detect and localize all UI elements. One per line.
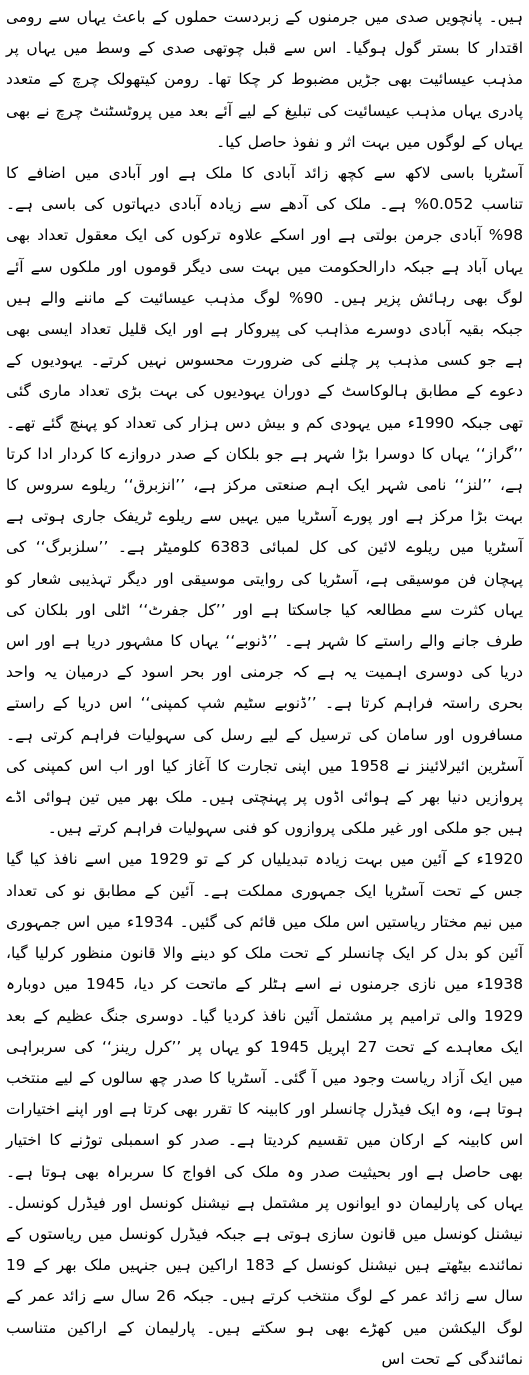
paragraph-constitution-government: 1920ء کے آئین میں بہت زیادہ تبدیلیاں کر کے تو 1929 میں اسے نافذ کیا گیا جس کے تحت آسٹریا ایک جمہوری مملکت ہے۔ آئین کے مطابق نو کی تعداد میں نیم مختار ریاستیں اس ملک میں قائم کی گئیں۔ 1934ء میں اس جمہوری آئین کو بدل کر ایک چانسلر کے تحت ملک کو دینے والا قانون منظور کرلیا گیا، 1938ء میں نازی جرمنوں نے اسے ہٹلر کے ماتحت کر دیا، 1945 میں دوبارہ 1929 والی ترامیم پر مشتمل آئین نافذ کردیا گیا۔ دوسری جنگ عظیم کے بعد ایک معاہدے کے تحت 27 اپریل 1945 کو یہاں پر ’’کرل رینز‘‘ کی سربراہی میں ایک آزاد ریاست وجود میں آ گئی۔ آسٹریا کا صدر چھ سالوں کے لیے منتخب ہوتا ہے، وہ ایک فیڈرل چانسلر اور کابینہ کا تقرر بھی کرتا ہے اور اپنے اختیارات اس کابینہ کے ارکان میں تقسیم کردیتا ہے۔ صدر کو اسمبلی توڑنے کا اختیار بھی حاصل ہے اور بحیثیت صدر وہ ملک کی افواج کا سربراہ بھی ہوتا ہے۔ یہاں کی پارلیمان دو ایوانوں پر مشتمل ہے نیشنل کونسل اور فیڈرل کونسل۔ نیشنل کونسل میں قانون سازی ہوتی ہے جبکہ فیڈرل کونسل میں ریاستوں کے نمائندے بیٹھتے ہیں نیشنل کونسل کے 183 اراکین ہیں جنہیں ملک بھر کے 19 سال سے زائد عمر کے لوگ منتخب کرتے ہیں۔ جبکہ 26 سال سے زائد عمر کے لوگ الیکشن میں کھڑے بھی ہو سکتے ہیں۔ پارلیمان کے اراکین متناسب نمائندگی کے تحت اس	[6, 850, 523, 1368]
paragraph-roman-history: ہیں۔ پانچویں صدی میں جرمنوں کے زبردست حملوں کے باعث یہاں سے رومی اقتدار کا بستر گول ہوگیا۔ اس سے قبل چوتھی صدی کے وسط میں یہاں پر مذہب عیسائیت بھی جڑیں مضبوط کر چکا تھا۔ رومن کیتھولک چرچ کے متعدد پادری یہاں مذہب عیسائیت کی تبلیغ کے لیے آئے بعد میں پروٹسٹنٹ چرچ نے بھی یہاں کے لوگوں میں بہت اثر و نفوذ حاصل کیا۔	[6, 8, 523, 151]
paragraph-population-cities: آسٹریا باسی لاکھ سے کچھ زائد آبادی کا ملک ہے اور آبادی میں اضافے کا تناسب 0.052% ہے۔ ملک کی آدھے سے زیادہ آبادی دیہاتوں کی باسی ہے۔ 98% آبادی جرمن بولتی ہے اور اسکے علاوہ ترکوں کی ایک معقول تعداد بھی یہاں آباد ہے جبکہ دارالحکومت میں بہت سی دیگر قوموں اور ملکوں سے آئے لوگ بھی رہائش پزیر ہیں۔ 90% لوگ مذہب عیسائیت کے ماننے والے ہیں جبکہ بقیہ آبادی دوسرے مذاہب کی پیروکار ہے اور ایک قلیل تعداد ایسی بھی ہے جو کسی مذہب پر چلنے کی ضرورت محسوس نہیں کرتے۔ یہودیوں کے دعوے کے مطابق ہالوکاسٹ کے دوران یہودیوں کی بہت بڑی تعداد ماری گئی تھی جبکہ 1990ء میں یہودی کم و بیش دس ہزار کی تعداد کو پہنچ گئے تھے۔ ’’گراز‘‘ یہاں کا دوسرا بڑا شہر ہے جو بلکان کے صدر دروازے کا کردار ادا کرتا ہے، ’’لنز‘‘ نامی شہر ایک اہم صنعتی مرکز ہے، ’’انزبرق‘‘ ریلوے سروس کا بہت بڑا مرکز ہے اور پورے آسٹریا میں یہیں سے ریلوے ٹریفک جاری ہوتی ہے آسٹریا میں ریلوے لائین کی کل لمبائی 6383 کلومیٹر ہے۔ ’’سلزبرگ‘‘ کی پہچان فن موسیقی ہے، آسٹریا کی روایتی موسیقی اور دیگر تہذیبی شعار کو یہاں کثرت سے مطالعہ کیا جاسکتا ہے اور ’’کل جفرٹ‘‘ اٹلی اور بلکان کی طرف جانے والے راستے کا شہر ہے۔ ’’ڈنوبے‘‘ یہاں کا مشہور دریا ہے اور اس دریا کی دوسری اہمیت یہ ہے کہ جرمنی اور بحر اسود کے درمیان یہ واحد بحری راستہ فراہم کرتا ہے۔ ’’ڈنوبے سٹیم شپ کمپنی‘‘ اس دریا کے راستے مسافروں اور سامان کی ترسیل کے لیے رسل کی سہولیات فراہم کرتی ہے۔ آسٹرین ائیرلائینز نے 1958 میں اپنی تجارت کا آغاز کیا اور اب اس کمپنی کی پروازیں دنیا بھر کے ہوائی اڈوں پر پہنچتی ہیں۔ ملک بھر میں تین ہوائی اڈے ہیں جو ملکی اور غیر ملکی پروازوں کو فنی سہولیات فراہم کرتے ہیں۔	[6, 164, 524, 838]
